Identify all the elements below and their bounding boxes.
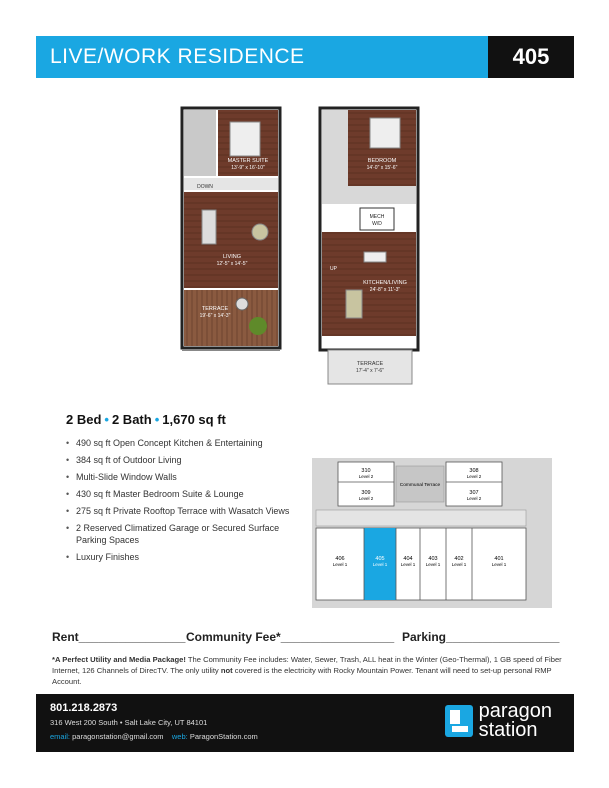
bedroom-label: BEDROOM (367, 158, 397, 164)
upper-terrace (184, 290, 278, 346)
unit-403-level: Level 1 (425, 562, 441, 567)
phone-number[interactable]: 801.218.2873 (50, 702, 118, 714)
mech-label: MECH (369, 214, 385, 220)
unit-405: 405 (375, 556, 385, 562)
square-footage: 1,670 sq ft (162, 412, 226, 427)
down-label: DOWN (197, 184, 213, 190)
living-dim: 12'-5" x 14'-5" (216, 261, 248, 267)
unit-307-level: Level 2 (466, 496, 482, 501)
separator-dot: • (104, 412, 109, 427)
page-title: LIVE/WORK RESIDENCE (36, 36, 488, 78)
unit-401: 401 (494, 556, 504, 562)
email-link[interactable]: paragonstation@gmail.com (72, 732, 164, 741)
note-body-2: covered is the electricity with Rocky Mountain Power. Tenant will need to set-up personal RMP Account. (52, 666, 552, 686)
unit-310-level: Level 2 (358, 474, 374, 479)
living-label: LIVING (222, 254, 242, 260)
note-not: not (220, 666, 233, 675)
contact-line (50, 732, 258, 741)
separator-dot: • (154, 412, 160, 427)
unit-404-level: Level 1 (400, 562, 416, 567)
feature-item: • Luxury Finishes (66, 551, 306, 563)
unit-309: 309 (361, 490, 371, 496)
upper-terrace-label: TERRACE (201, 306, 229, 312)
site-plan (312, 458, 552, 608)
feature-item: • Multi-Slide Window Walls (66, 471, 306, 483)
unit-402: 402 (454, 556, 464, 562)
unit-308-level: Level 2 (466, 474, 482, 479)
kitchen-label: KITCHEN/LIVING (363, 280, 407, 286)
feature-item: • 490 sq ft Open Concept Kitchen & Entertaining (66, 437, 306, 449)
feature-list (66, 437, 306, 568)
master-dim: 13'-9" x 16'-10" (231, 165, 265, 171)
feature-item: • 2 Reserved Climatized Garage or Secured Surface Parking Spaces (66, 522, 306, 546)
unit-406: 406 (335, 556, 345, 562)
bed-icon (230, 122, 260, 156)
utility-note (52, 654, 562, 687)
logo-text-bottom: station (478, 719, 538, 741)
community-fee-field: Community Fee*_________________ (186, 630, 395, 644)
page-footer (36, 694, 574, 752)
lower-terrace-label: TERRACE (356, 361, 384, 367)
communal-terrace: Communal Terrace (399, 483, 441, 488)
floor-plans (160, 104, 450, 394)
lower-terrace-dim: 17'-4" x 7'-6" (356, 368, 384, 374)
unit-summary (66, 412, 226, 427)
living-area (184, 192, 278, 288)
address: 316 West 200 South • Salt Lake City, UT 84101 (50, 718, 208, 727)
up-label: UP (330, 266, 337, 272)
logo-icon (444, 704, 474, 738)
bathroom (184, 110, 216, 176)
unit-number: 405 (488, 36, 574, 78)
upper-floor-plan (182, 108, 280, 350)
email-label: email: (50, 732, 71, 741)
unit-406-level: Level 1 (332, 562, 348, 567)
unit-404: 404 (403, 556, 413, 562)
note-body-1: The Community Fee includes: Water, Sewer, Trash, ALL heat in the Winter (Geo-Thermal), 1 GB speed of Fiber Internet, 126 Channels of DirecTV. The only utility (52, 655, 562, 675)
logo-text-top: paragon (478, 700, 552, 722)
web-label: web: (171, 732, 188, 741)
plant-icon (249, 317, 267, 335)
paragon-station-logo (444, 702, 552, 740)
unit-309-level: Level 2 (358, 496, 374, 501)
unit-402-level: Level 1 (451, 562, 467, 567)
community-fee-label: Community Fee* (186, 630, 281, 644)
kitchen-dim: 24'-8" x 11'-3" (369, 287, 401, 293)
unit-401-level: Level 1 (491, 562, 507, 567)
page-header (36, 36, 574, 78)
bath-count: 2 Bath (111, 412, 152, 427)
chair-icon (252, 224, 268, 240)
bed-icon-2 (370, 118, 400, 148)
sofa-icon (346, 290, 362, 318)
feature-item: • 275 sq ft Private Rooftop Terrace with Wasatch Views (66, 505, 306, 517)
unit-307: 307 (469, 490, 479, 496)
feature-item: • 384 sq ft of Outdoor Living (66, 454, 306, 466)
unit-310: 310 (361, 468, 371, 474)
rent-label: Rent (52, 630, 79, 644)
parking-field: Parking_________________ (402, 630, 560, 644)
unit-405-level: Level 1 (372, 562, 388, 567)
note-lead: *A Perfect Utility and Media Package! (52, 655, 186, 664)
bedroom-dim: 14'-0" x 15'-6" (366, 165, 398, 171)
master-label: MASTER SUITE (227, 158, 269, 164)
wd-label: W/D (372, 221, 382, 227)
unit-308: 308 (469, 468, 479, 474)
upper-terrace-dim: 19'-6" x 14'-3" (199, 313, 231, 319)
web-link[interactable]: ParagonStation.com (189, 732, 258, 741)
lower-floor-plan (320, 108, 418, 384)
bed-count: 2 Bed (66, 412, 102, 427)
lower-terrace (328, 350, 412, 384)
rent-field: Rent________________ (52, 630, 186, 644)
parking-label: Parking (402, 630, 447, 644)
unit-403: 403 (428, 556, 438, 562)
feature-item: • 430 sq ft Master Bedroom Suite & Lounge (66, 488, 306, 500)
